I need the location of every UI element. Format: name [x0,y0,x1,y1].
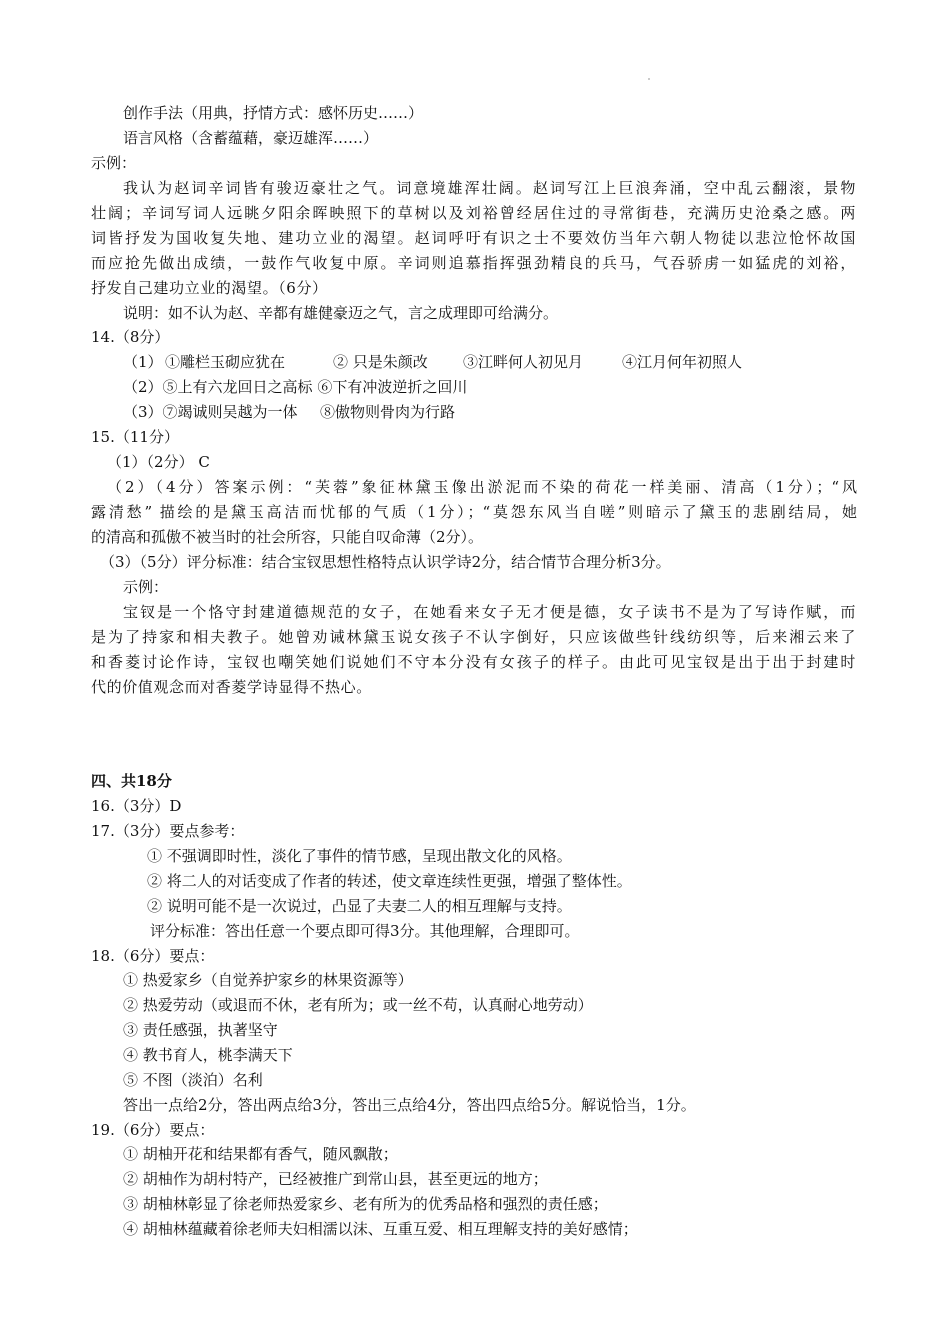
q15-example-line-1: 宝钗是一个恪守封建道德规范的女子，在她看来女子无才便是德，女子读书不是为了写诗作赋，而 [123,603,856,621]
q18-point-5: ⑤ 不图（淡泊）名利 [123,1071,263,1089]
q14-row1-a: ①雕栏玉砌应犹在 [165,353,286,371]
q18-heading: 18.（6分）要点： [91,947,215,965]
q15-part1: （1）（2分） C [107,453,210,471]
q16-answer: 16.（3分）D [91,797,182,815]
q19-point-3: ③ 胡柚林彰显了徐老师热爱家乡、老有所为的优秀品格和强烈的责任感； [123,1195,608,1213]
q17-point-3: ② 说明可能不是一次说过，凸显了夫妻二人的相互理解与支持。 [147,897,572,915]
q18-point-3: ③ 责任感强，执著坚守 [123,1021,278,1039]
q17-point-2: ② 将二人的对话变成了作者的转述，使文章连续性更强，增强了整体性。 [147,872,632,890]
q14-row1-num: （1） [123,353,163,371]
q18-point-2: ② 热爱劳动（或退而不休，老有所为；或一丝不苟，认真耐心地劳动） [123,996,593,1014]
q14-row3-b: ⑧傲物则骨肉为行路 [320,403,456,421]
style-line: 语言风格（含蓄蕴藉，豪迈雄浑……） [123,129,379,147]
q17-standard: 评分标准：答出任意一个要点即可得3分。其他理解，合理即可。 [150,922,580,940]
example-line-1: 我认为赵词辛词皆有骏迈豪壮之气。词意境雄浑壮阔。赵词写江上巨浪奔涌，空中乱云翻滚，景物 [123,179,856,197]
q15-example-line-3: 和香菱讨论作诗，宝钗也嘲笑她们说她们不守本分没有女孩子的样子。由此可见宝钗是出于出于封建时 [91,653,856,671]
example-line-3: 词皆抒发为国收复失地、建功立业的渴望。赵词呼吁有识之士不要效仿当年六朝人物徒以悲泣怆怀故国 [91,229,856,247]
q18-point-1: ① 热爱家乡（自觉养护家乡的林果资源等） [123,971,413,989]
example-line-2: 壮阔；辛词写词人远眺夕阳余晖映照下的草树以及刘裕曾经居住过的寻常街巷，充满历史沧桑之感。两 [91,204,856,222]
q15-part3: （3）（5分）评分标准：结合宝钗思想性格特点认识学诗2分，结合情节合理分析3分。 [100,553,671,571]
example-line-5: 抒发自己建功立业的渴望。（6分） [91,279,328,297]
q15-heading: 15.（11分） [91,428,179,446]
q18-standard: 答出一点给2分，答出两点给3分，答出三点给4分，答出四点给5分。解说恰当，1分。 [123,1096,696,1114]
q14-row3-a: （3）⑦竭诚则吴越为一体 [123,403,298,421]
q15-part2-line2: 露清愁” 描绘的是黛玉高洁而忧郁的气质（1分）；“莫怨东风当自嗟”则暗示了黛玉的悲剧结局，她 [91,503,857,521]
q14-row1-c: ③江畔何人初见月 [463,353,584,371]
note-line: 说明：如不认为赵、辛都有雄健豪迈之气，言之成理即可给满分。 [123,304,559,322]
q14-row1-b: ② 只是朱颜改 [333,353,428,371]
q14-row2: （2）⑤上有六龙回日之高标 ⑥下有冲波逆折之回川 [123,378,468,396]
q18-point-4: ④ 教书育人，桃李满天下 [123,1046,293,1064]
q19-point-2: ② 胡柚作为胡村特产，已经被推广到常山县，甚至更远的地方； [123,1170,548,1188]
q15-example-line-4: 代的价值观念而对香菱学诗显得不热心。 [91,678,372,696]
section-4-title: 四、共18分 [91,772,172,790]
q15-example-label: 示例： [123,578,169,596]
q14-heading: 14.（8分） [91,328,170,346]
technique-line: 创作手法（用典，抒情方式：感怀历史……） [123,104,424,122]
page-speck [648,78,650,80]
example-line-4: 而应抢先做出成绩，一鼓作气收复中原。辛词则追慕指挥强劲精良的兵马，气吞骄虏一如猛虎的刘裕， [91,254,856,272]
q19-heading: 19.（6分）要点： [91,1121,215,1139]
example-label: 示例： [91,154,137,172]
q15-example-line-2: 是为了持家和相夫教子。她曾劝诫林黛玉说女孩子不认字倒好，只应该做些针线纺织等，后来湘云来了 [91,628,856,646]
q15-part2-line1: （2）（4分）答案示例：“芙蓉”象征林黛玉像出淤泥而不染的荷花一样美丽、清高（1分）；“风 [107,478,857,496]
q17-heading: 17.（3分）要点参考： [91,822,245,840]
q15-part2-line3: 的清高和孤傲不被当时的社会所容，只能自叹命薄（2分）。 [91,528,484,546]
q19-point-1: ① 胡柚开花和结果都有香气，随风飘散； [123,1145,398,1163]
q19-point-4: ④ 胡柚林蕴藏着徐老师夫妇相濡以沫、互重互爱、相互理解支持的美好感情； [123,1220,638,1238]
q17-point-1: ① 不强调即时性，淡化了事件的情节感，呈现出散文化的风格。 [147,847,572,865]
q14-row1-d: ④江月何年初照人 [622,353,743,371]
